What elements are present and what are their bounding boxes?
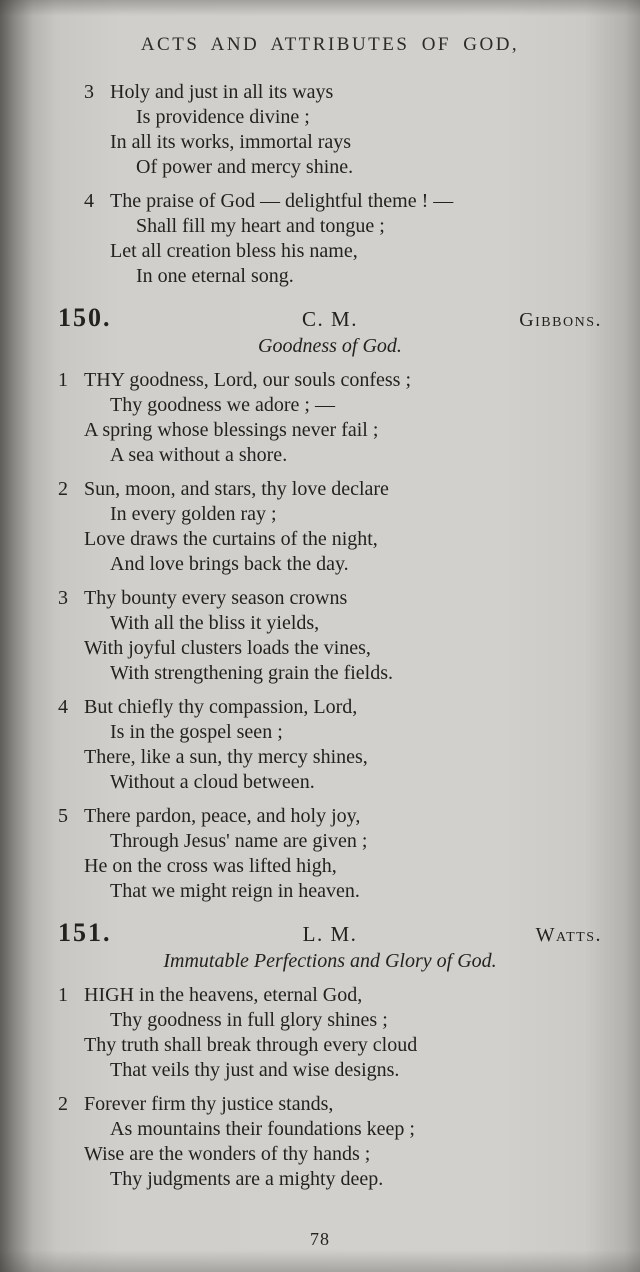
verse-number: 2 [58, 1093, 68, 1115]
hymn-heading [58, 918, 602, 948]
verse-number: 3 [58, 587, 68, 609]
verse-line: Is in the gospel seen ; [110, 721, 283, 743]
verse-line: That veils thy just and wise designs. [110, 1059, 400, 1081]
hymn-150 [58, 303, 602, 904]
hymn-151 [58, 918, 602, 1192]
verse-line: Thy goodness we adore ; — [110, 394, 335, 416]
verse-line: Through Jesus' name are given ; [110, 830, 368, 852]
verse-line: Thy truth shall break through every cloud [84, 1034, 418, 1056]
verse-line: Thy bounty every season crowns [84, 587, 348, 609]
stanza [58, 586, 602, 686]
verse-number: 3 [84, 81, 94, 103]
verse-line: In every golden ray ; [110, 503, 277, 525]
page-number: 78 [310, 1229, 330, 1249]
verse-line: Shall fill my heart and tongue ; [136, 215, 385, 237]
verse-line: Forever firm thy justice stands, [84, 1093, 334, 1115]
verse-line: Sun, moon, and stars, thy love declare [84, 478, 389, 500]
hymn-heading [58, 303, 602, 333]
verse-line: The praise of God — delightful theme ! — [110, 190, 454, 212]
stanza [58, 804, 602, 904]
verse-line: HIGH in the heavens, eternal God, [84, 984, 363, 1006]
verse-number: 4 [84, 190, 94, 212]
stanza [84, 189, 602, 289]
verse-line: Is providence divine ; [136, 106, 310, 128]
hymn-subtitle: Immutable Perfections and Glory of God. [163, 950, 497, 972]
verse-line: A spring whose blessings never fail ; [84, 419, 379, 441]
verse-line: There pardon, peace, and holy joy, [84, 805, 361, 827]
verse-line: That we might reign in heaven. [110, 880, 360, 902]
stanza [84, 80, 602, 180]
stanza [58, 695, 602, 795]
stanza [58, 477, 602, 577]
verse-line: And love brings back the day. [110, 553, 349, 575]
verse-line: THY goodness, Lord, our souls confess ; [84, 369, 412, 391]
verse-line: Thy judgments are a mighty deep. [110, 1168, 384, 1190]
verse-line: A sea without a shore. [110, 444, 288, 466]
running-header: ACTS AND ATTRIBUTES OF GOD, [140, 34, 520, 55]
verse-line: Love draws the curtains of the night, [84, 528, 378, 550]
continued-stanzas [58, 80, 602, 289]
hymn-number: 150. [58, 303, 112, 332]
verse-line: Let all creation bless his name, [110, 240, 358, 262]
hymn-meter: C. M. [302, 307, 358, 331]
hymn-meter: L. M. [302, 922, 358, 946]
verse-line: With strengthening grain the fields. [110, 662, 394, 684]
stanza [58, 983, 602, 1083]
verse-line: Of power and mercy shine. [136, 156, 354, 178]
verse-line: In all its works, immortal rays [110, 131, 352, 153]
stanza [58, 368, 602, 468]
stanza [58, 1092, 602, 1192]
verse-line: But chiefly thy compassion, Lord, [84, 696, 358, 718]
verse-line: He on the cross was lifted high, [84, 855, 337, 877]
verse-line: As mountains their foundations keep ; [110, 1118, 415, 1140]
hymn-number: 151. [58, 918, 112, 947]
verse-line: Holy and just in all its ways [110, 81, 334, 103]
hymn-author: Watts. [535, 924, 602, 946]
verse-line: In one eternal song. [136, 265, 294, 287]
verse-number: 1 [58, 984, 68, 1006]
verse-line: Without a cloud between. [110, 771, 315, 793]
verse-line: With all the bliss it yields, [110, 612, 320, 634]
verse-line: Thy goodness in full glory shines ; [110, 1009, 388, 1031]
hymn-subtitle: Goodness of God. [258, 335, 402, 357]
verse-line: There, like a sun, thy mercy shines, [84, 746, 368, 768]
verse-number: 1 [58, 369, 68, 391]
verse-number: 5 [58, 805, 68, 827]
verse-line: Wise are the wonders of thy hands ; [84, 1143, 371, 1165]
verse-number: 4 [58, 696, 68, 718]
hymn-author: Gibbons. [519, 309, 602, 331]
verse-number: 2 [58, 478, 68, 500]
verse-line: With joyful clusters loads the vines, [84, 637, 371, 659]
